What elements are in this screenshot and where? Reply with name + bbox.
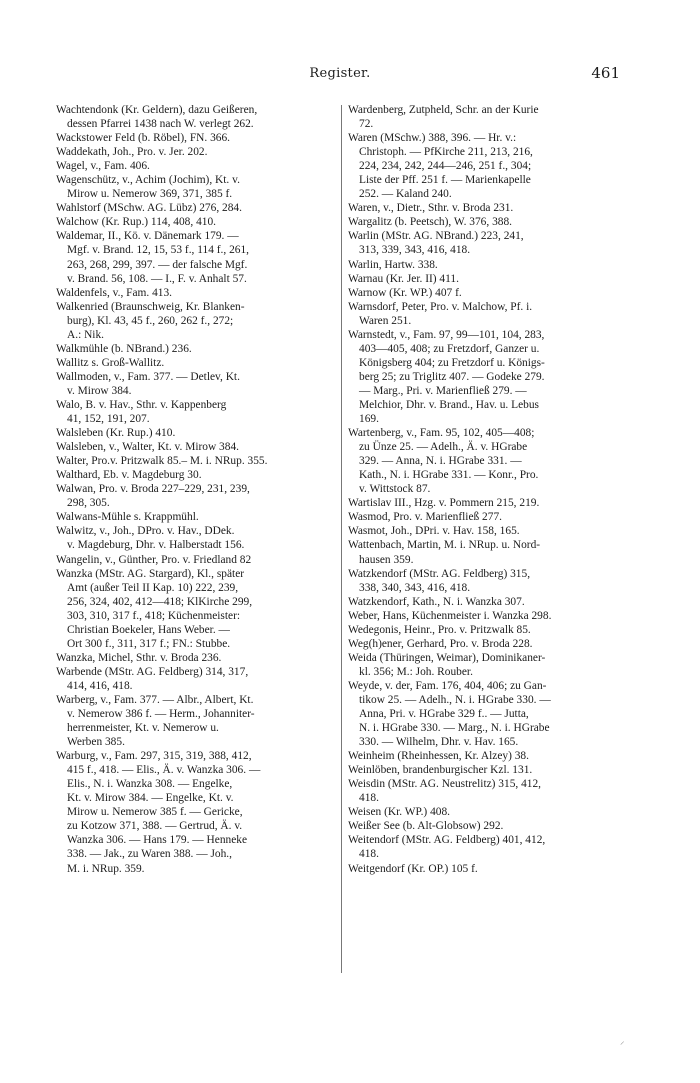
entry-line: dessen Pfarrei 1438 nach W. verlegt 262. [67,118,254,131]
entry-line: v. Mirow 384. [67,384,132,397]
index-entry [56,398,332,426]
entry-line: zu Ünze 25. — Adelh., Ä. v. HGrabe [359,441,528,454]
index-entry [56,342,332,356]
entry-line: burg), Kl. 43, 45 f., 260, 262 f., 272; [67,314,234,327]
entry-line: berg 25; zu Triglitz 407. — Godeke 279. [359,370,545,383]
entry-line: Weitgendorf (Kr. OP.) 105 f. [348,862,478,875]
index-entry [348,623,624,637]
entry-line: 414, 416, 418. [67,679,133,692]
entry-line: Weida (Thüringen, Weimar), Dominikaner- [348,651,546,664]
entry-line: 72. [359,118,374,131]
index-entry [348,328,624,426]
index-entry [56,356,332,370]
index-entry [348,103,624,131]
index-entry [348,805,624,819]
entry-line: Kt. v. Mirow 384. — Engelke, Kt. v. [67,792,234,805]
index-entry [56,524,332,552]
entry-line: Watzkendorf (MStr. AG. Feldberg) 315, [348,567,531,580]
entry-line: Weg(h)ener, Gerhard, Pro. v. Broda 228. [348,637,533,650]
entry-line: 415 f., 418. — Elis., Ä. v. Wanzka 306. — [67,764,261,777]
entry-line: zu Kotzow 371, 388. — Gertrud, Ä. v. [67,820,243,833]
entry-line: 41, 152, 191, 207. [67,413,150,426]
entry-line: Waldenfels, v., Fam. 413. [56,286,173,299]
entry-line: Walchow (Kr. Rup.) 114, 408, 410. [56,216,217,229]
index-entry [348,609,624,623]
index-entry [348,510,624,524]
entry-line: 313, 339, 343, 416, 418. [359,244,471,257]
index-entry [56,567,332,651]
entry-line: Wargalitz (b. Peetsch), W. 376, 388. [348,216,513,229]
entry-line: Walsleben (Kr. Rup.) 410. [56,427,176,440]
entry-line: 256, 324, 402, 412—418; KlKirche 299, [67,595,253,608]
index-entry [348,496,624,510]
index-entry [56,440,332,454]
entry-line: Warlin (MStr. AG. NBrand.) 223, 241, [348,230,524,243]
entry-line: Waren, v., Dietr., Sthr. v. Broda 231. [348,202,514,215]
entry-line: Weinheim (Rheinhessen, Kr. Alzey) 38. [348,750,529,763]
index-entry [56,651,332,665]
entry-line: Warberg, v., Fam. 377. — Albr., Albert, Kt. [56,693,254,706]
entry-line: Wanzka (MStr. AG. Stargard), Kl., später [56,567,245,580]
entry-line: Wahlstorf (MSchw. AG. Lübz) 276, 284. [56,202,242,215]
index-entry [56,553,332,567]
entry-line: Weißer See (b. Alt-Globsow) 292. [348,820,504,833]
page-number: 461 [591,64,620,82]
index-entry [56,510,332,524]
entry-line: Melchior, Dhr. v. Brand., Hav. u. Lebus [359,398,539,411]
entry-line: 338, 340, 343, 416, 418. [359,581,471,594]
index-entry [348,862,624,876]
entry-line: Wanzka 306. — Hans 179. — Henneke [67,834,248,847]
entry-line: 329. — Anna, N. i. HGrabe 331. — [359,455,522,468]
index-entry [56,131,332,145]
entry-line: Walkmühle (b. NBrand.) 236. [56,342,192,355]
entry-line: Walwan, Pro. v. Broda 227–229, 231, 239, [56,483,250,496]
entry-line: 169. [359,413,379,426]
entry-line: Waren (MSchw.) 388, 396. — Hr. v.: [348,132,517,145]
entry-line: Warbende (MStr. AG. Feldberg) 314, 317, [56,665,249,678]
index-entry [56,454,332,468]
entry-line: Wartenberg, v., Fam. 95, 102, 405—408; [348,427,535,440]
entry-line: Wackstower Feld (b. Röbel), FN. 366. [56,132,231,145]
entry-line: Walwans-Mühle s. Krappmühl. [56,511,199,524]
entry-line: 224, 234, 242, 244—246, 251 f., 304; [359,160,532,173]
index-entry [348,679,624,749]
entry-line: Mirow u. Nemerow 385 f. — Gericke, [67,806,243,819]
entry-line: N. i. HGrabe 330. — Marg., N. i. HGrabe [359,722,550,735]
entry-line: 298, 305. [67,497,110,510]
entry-line: Wallmoden, v., Fam. 377. — Detlev, Kt. [56,370,240,383]
entry-line: Wagel, v., Fam. 406. [56,160,150,173]
entry-line: 263, 268, 299, 397. — der falsche Mgf. [67,258,248,271]
entry-line: Wanzka, Michel, Sthr. v. Broda 236. [56,651,222,664]
entry-line: Weisen (Kr. WP.) 408. [348,806,451,819]
running-title: Register. [309,66,371,81]
entry-line: Königsberg 404; zu Fretzdorf u. Königs- [359,356,545,369]
index-entry [56,286,332,300]
entry-line: 418. [359,792,379,805]
entry-line: Wachtendonk (Kr. Geldern), dazu Geißeren, [56,104,258,116]
index-entry [56,145,332,159]
page-header [60,66,620,88]
index-entry [56,693,332,749]
stray-mark: ⸝ [620,1037,625,1047]
entry-line: Anna, Pri. v. HGrabe 329 f.. — Jutta, [359,708,529,721]
entry-line: Weinlöben, brandenburgischer Kzl. 131. [348,764,533,777]
index-entry [56,159,332,173]
entry-line: v. Nemerow 386 f. — Herm., Johanniter- [67,708,255,721]
left-column [56,103,332,876]
index-entry [348,538,624,566]
index-entry [348,229,624,257]
index-entry [348,637,624,651]
index-entry [56,482,332,510]
index-entry [348,763,624,777]
index-entry [56,749,332,875]
entry-line: Wedegonis, Heinr., Pro. v. Pritzwalk 85. [348,623,531,636]
entry-line: Warnsdorf, Peter, Pro. v. Malchow, Pf. i. [348,300,533,313]
entry-line: Walthard, Eb. v. Magdeburg 30. [56,469,202,482]
index-entry [56,201,332,215]
entry-line: Walter, Pro.v. Pritzwalk 85.– M. i. NRup. 355. [56,455,268,468]
entry-line: Watzkendorf, Kath., N. i. Wanzka 307. [348,595,525,608]
index-entry [56,103,332,131]
entry-line: 330. — Wilhelm, Dhr. v. Hav. 165. [359,736,519,749]
index-entry [348,819,624,833]
entry-line: M. i. NRup. 359. [67,862,145,875]
entry-line: 252. — Kaland 240. [359,188,452,201]
entry-line: Christian Boekeler, Hans Weber. — [67,623,230,636]
entry-line: Ort 300 f., 311, 317 f.; FN.: Stubbe. [67,637,231,650]
entry-line: Warnau (Kr. Jer. II) 411. [348,272,459,285]
entry-line: Weisdin (MStr. AG. Neustrelitz) 315, 412, [348,778,542,791]
entry-line: Wattenbach, Martin, M. i. NRup. u. Nord- [348,539,541,552]
entry-line: Waren 251. [359,314,412,327]
index-entry [348,595,624,609]
entry-line: Wagenschütz, v., Achim (Jochim), Kt. v. [56,174,240,187]
entry-line: Werben 385. [67,736,125,749]
entry-line: Warburg, v., Fam. 297, 315, 319, 388, 412, [56,750,252,763]
entry-line: Elis., N. i. Wanzka 308. — Engelke, [67,778,233,791]
index-entry [348,777,624,805]
index-entry [56,468,332,482]
column-divider [341,105,342,973]
index-entry [348,567,624,595]
entry-line: Wasmod, Pro. v. Marienfließ 277. [348,511,502,524]
right-column [348,103,624,876]
entry-line: Waddekath, Joh., Pro. v. Jer. 202. [56,146,208,159]
entry-line: Weyde, v. der, Fam. 176, 404, 406; zu Gan- [348,679,547,692]
entry-line: Weitendorf (MStr. AG. Feldberg) 401, 412, [348,834,546,847]
index-entry [348,258,624,272]
index-entry [348,215,624,229]
entry-line: Liste der Pff. 251 f. — Marienkapelle [359,174,531,187]
entry-line: 418. [359,848,379,861]
entry-line: hausen 359. [359,553,414,566]
entry-line: Wardenberg, Zutpheld, Schr. an der Kurie [348,104,539,116]
entry-line: v. Wittstock 87. [359,483,431,496]
entry-line: 338. — Jak., zu Waren 388. — Joh., [67,848,232,861]
entry-line: v. Magdeburg, Dhr. v. Halberstadt 156. [67,539,245,552]
entry-line: A.: Nik. [67,328,105,341]
entry-line: Wartislav III., Hzg. v. Pommern 215, 219. [348,497,540,510]
entry-line: Warnstedt, v., Fam. 97, 99—101, 104, 283, [348,328,545,341]
entry-line: Amt (außer Teil II Kap. 10) 222, 239, [67,581,239,594]
entry-line: Kath., N. i. HGrabe 331. — Konr., Pro. [359,469,539,482]
index-entry [56,300,332,342]
entry-line: Walwitz, v., Joh., DPro. v. Hav., DDek. [56,525,235,538]
index-entry [348,651,624,679]
index-entry [348,272,624,286]
entry-line: Warlin, Hartw. 338. [348,258,438,271]
index-entry [56,229,332,285]
index-entry [56,665,332,693]
entry-line: Walkenried (Braunschweig, Kr. Blanken- [56,300,245,313]
entry-line: Wasmot, Joh., DPri. v. Hav. 158, 165. [348,525,520,538]
index-entry [56,370,332,398]
entry-line: Wallitz s. Groß-Wallitz. [56,356,165,369]
index-entry [348,201,624,215]
entry-line: v. Brand. 56, 108. — I., F. v. Anhalt 57. [67,272,247,285]
entry-line: Warnow (Kr. WP.) 407 f. [348,286,462,299]
index-entry [56,426,332,440]
index-entry [348,833,624,861]
index-entry [348,749,624,763]
entry-line: herrenmeister, Kt. v. Nemerow u. [67,722,219,735]
entry-line: Christoph. — PfKirche 211, 213, 216, [359,146,533,159]
index-entry [348,300,624,328]
index-entry [348,426,624,496]
entry-line: 403—405, 408; zu Fretzdorf, Ganzer u. [359,342,540,355]
entry-line: 303, 310, 317 f., 418; Küchenmeister: [67,609,241,622]
entry-line: Walsleben, v., Walter, Kt. v. Mirow 384. [56,441,239,454]
index-entry [348,131,624,201]
entry-line: tikow 25. — Adelh., N. i. HGrabe 330. — [359,693,551,706]
entry-line: kl. 356; M.: Joh. Rouber. [359,665,473,678]
entry-line: Weber, Hans, Küchenmeister i. Wanzka 298. [348,609,552,622]
entry-line: Waldemar, II., Kö. v. Dänemark 179. — [56,230,239,243]
index-entry [348,286,624,300]
entry-line: Mgf. v. Brand. 12, 15, 53 f., 114 f., 261, [67,244,250,257]
entry-line: Walo, B. v. Hav., Sthr. v. Kappenberg [56,398,227,411]
index-entry [56,215,332,229]
entry-line: Wangelin, v., Günther, Pro. v. Friedland 82 [56,553,252,566]
index-entry [56,173,332,201]
index-entry [348,524,624,538]
entry-line: — Marg., Pri. v. Marienfließ 279. — [359,384,527,397]
entry-line: Mirow u. Nemerow 369, 371, 385 f. [67,188,233,201]
